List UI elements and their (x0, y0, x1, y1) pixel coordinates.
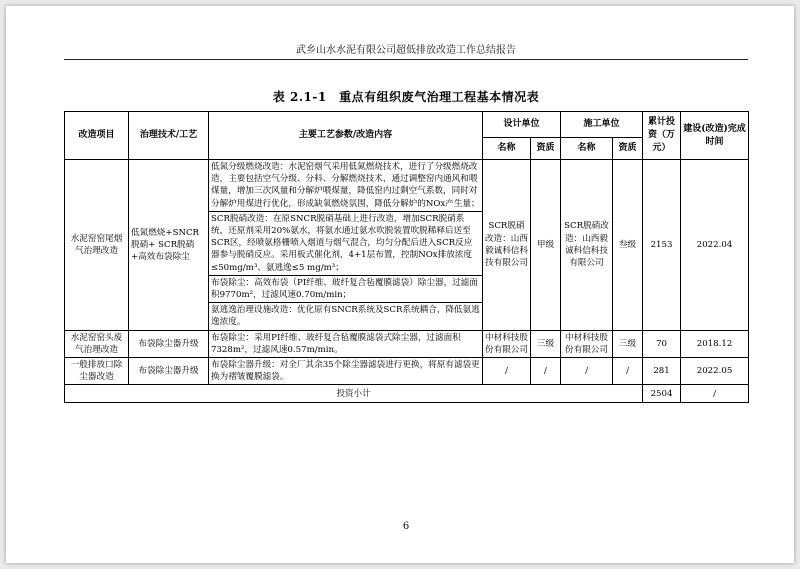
running-header: 武乡山水水泥有限公司超低排放改造工作总结报告 (296, 45, 516, 56)
header-construction-unit: 施工单位 (561, 112, 643, 138)
header-design-unit: 设计单位 (483, 112, 561, 138)
cell-project: 一般排放口除尘器改造 (65, 358, 129, 385)
document-page (6, 6, 794, 563)
cell-project: 水泥窑窑头废气治理改造 (65, 330, 129, 357)
cell-design-qual: / (531, 358, 561, 385)
cell-investment: 2153 (643, 160, 681, 331)
cell-completion: 2022.04 (681, 160, 749, 331)
cell-completion: 2018.12 (681, 330, 749, 357)
subtotal-row (65, 385, 749, 403)
cell-params: 氨逃逸治理设施改造：优化原有SNCR系统及SCR系统耦合，降低氨逃逸浓度。 (209, 303, 483, 330)
governance-table (64, 111, 749, 403)
header-rule (64, 59, 748, 60)
table-row (65, 160, 749, 212)
cell-construct-qual: 三级 (613, 330, 643, 357)
header-design-name: 名称 (483, 138, 531, 160)
subtotal-investment: 2504 (643, 385, 681, 403)
subtotal-label: 投资小计 (65, 385, 643, 403)
table-row (65, 330, 749, 357)
cell-construct-qual: / (613, 358, 643, 385)
header-params: 主要工艺参数/改造内容 (209, 112, 483, 160)
cell-design-name: / (483, 358, 531, 385)
header-investment: 累计投资（万元） (643, 112, 681, 160)
cell-construct-name: / (561, 358, 613, 385)
cell-investment: 70 (643, 330, 681, 357)
header-construct-qual: 资质 (613, 138, 643, 160)
header-construct-name: 名称 (561, 138, 613, 160)
cell-params: 布袋除尘：高效布袋（PI纤维、玻纤复合毡覆膜滤袋）除尘器，过滤面积9770m²，过滤风速0.70m/min； (209, 275, 483, 302)
cell-completion: 2022.05 (681, 358, 749, 385)
cell-tech: 布袋除尘器升级 (129, 358, 209, 385)
cell-design-name: 中材科技股份有限公司 (483, 330, 531, 357)
cell-investment: 281 (643, 358, 681, 385)
header-project: 改造项目 (65, 112, 129, 160)
header-design-qual: 资质 (531, 138, 561, 160)
cell-params: 布袋除尘：采用PI纤维、玻纤复合毡覆膜滤袋式除尘器，过滤面积7328m²，过滤风速0.57m/min。 (209, 330, 483, 357)
cell-params: SCR脱硝改造：在原SNCR脱硝基础上进行改造，增加SCR脱硝系统，还原剂采用20%氨水，将氨水通过氨水吹脱装置吹脱稀释后送至SCR区，经喷氨格栅喷入烟道与烟气混合，均匀分配后进入SCR反应器参与脱硝反应。采用板式催化剂，4+1层布置，控制NOx排放浓度≤50mg/m³、氨逃逸≤5 mg/m³； (209, 211, 483, 275)
cell-design-name: SCR脱硝改造：山西毅诚科信科技有限公司 (483, 160, 531, 331)
header-completion: 建设(改造)完成时间 (681, 112, 749, 160)
cell-params: 布袋除尘器升级：对全厂其余35个除尘器滤袋进行更换，将原有滤袋更换为褶皱覆膜滤袋。 (209, 358, 483, 385)
table-row (65, 358, 749, 385)
subtotal-completion: / (681, 385, 749, 403)
cell-design-qual: 甲级 (531, 160, 561, 331)
table-caption: 表 2.1-1 重点有组织废气治理工程基本情况表 (272, 90, 540, 104)
cell-tech: 布袋除尘器升级 (129, 330, 209, 357)
cell-project: 水泥窑窑尾烟气治理改造 (65, 160, 129, 331)
page-number: 6 (402, 521, 410, 532)
cell-construct-qual: 叁级 (613, 160, 643, 331)
cell-params: 低氮分级燃烧改造：水泥窑烟气采用低氮燃烧技术，进行了分级燃烧改造，主要包括空气分级、分料、分解燃烧技术，通过调整窑内通风和喂煤量，增加三次风量和分解炉喂煤量，降低窑内过剩空气系数，同时对分解炉用煤进行优化，形成缺氧燃烧氛围，降低分解炉的NOx产生量； (209, 160, 483, 212)
header-tech: 治理技术/工艺 (129, 112, 209, 160)
cell-construct-name: 中材科技股份有限公司 (561, 330, 613, 357)
cell-construct-name: SCR脱硝改造：山西毅诚科信科技有限公司 (561, 160, 613, 331)
cell-tech: 低氮燃烧+SNCR脱硝+ SCR脱硝+高效布袋除尘 (129, 160, 209, 331)
header-row-1 (65, 112, 749, 138)
cell-design-qual: 三级 (531, 330, 561, 357)
